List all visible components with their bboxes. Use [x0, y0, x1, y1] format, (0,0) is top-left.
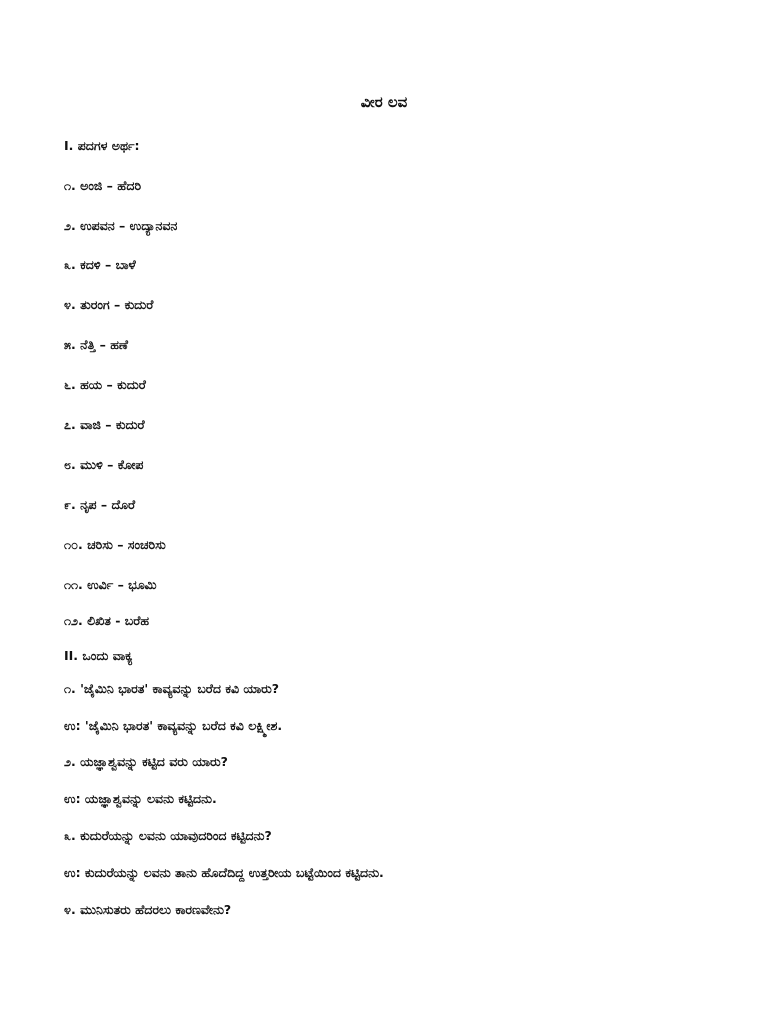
section-heading-one-sentence: II. ಒಂದು ವಾಕ್ಯ	[64, 648, 133, 663]
list-item: ೭. ವಾಜಿ – ಕುದುರೆ	[64, 417, 145, 432]
list-item: ೮. ಮುಳಿ – ಕೋಪ	[64, 457, 144, 472]
section-heading-word-meanings: I. ಪದಗಳ ಅರ್ಥ:	[64, 138, 140, 153]
question-line: ೩. ಕುದುರೆಯನ್ನು ಲವನು ಯಾವುದರಿಂದ ಕಟ್ಟಿದನು?	[64, 828, 272, 843]
list-item: ೧೧. ಉರ್ವಿ – ಭೂಮಿ	[64, 577, 157, 592]
list-item: ೧೦. ಚರಿಸು – ಸಂಚರಿಸು	[64, 537, 166, 552]
question-line: ೧. 'ಜೈಮಿನಿ ಭಾರತ' ಕಾವ್ಯವನ್ನು ಬರೆದ ಕವಿ ಯಾರು?	[64, 681, 280, 696]
answer-line: ಉ: ಕುದುರೆಯನ್ನು ಲವನು ತಾನು ಹೊದೆದಿದ್ದ ಉತ್ತರೀಯ ಬಟ್ಟೆಯಿಂದ ಕಟ್ಟಿದನು.	[64, 865, 384, 880]
page-title: ವೀರ ಲವ	[360, 93, 408, 111]
list-item: ೪. ತುರಂಗ – ಕುದುರೆ	[64, 297, 154, 312]
question-line: ೪. ಮುನಿಸುತರು ಹೆದರಲು ಕಾರಣವೇನು?	[64, 902, 232, 917]
list-item: ೯. ನೃಪ – ದೊರೆ	[64, 497, 136, 512]
list-item: ೩. ಕದಳಿ – ಬಾಳೆ	[64, 257, 136, 272]
answer-line: ಉ: ಯಜ್ಞಾಶ್ವವನ್ನು ಲವನು ಕಟ್ಟಿದನು.	[64, 791, 217, 806]
answer-line: ಉ: 'ಜೈಮಿನಿ ಭಾರತ' ಕಾವ್ಯವನ್ನು ಬರೆದ ಕವಿ ಲಕ್ಷ್ಮೀಶ.	[64, 718, 283, 733]
list-item: ೧೨. ಲಿಖಿತ - ಬರೆಹ	[64, 613, 150, 628]
question-line: ೨. ಯಜ್ಞಾಶ್ವವನ್ನು ಕಟ್ಟಿದ ವರು ಯಾರು?	[64, 754, 228, 769]
list-item: ೬. ಹಯ – ಕುದುರೆ	[64, 377, 146, 392]
list-item: ೨. ಉಪವನ – ಉದ್ಯಾನವನ	[64, 218, 178, 233]
list-item: ೫. ನೆತ್ತಿ – ಹಣೆ	[64, 337, 128, 352]
list-item: ೧. ಅಂಜಿ – ಹೆದರಿ	[64, 178, 142, 193]
